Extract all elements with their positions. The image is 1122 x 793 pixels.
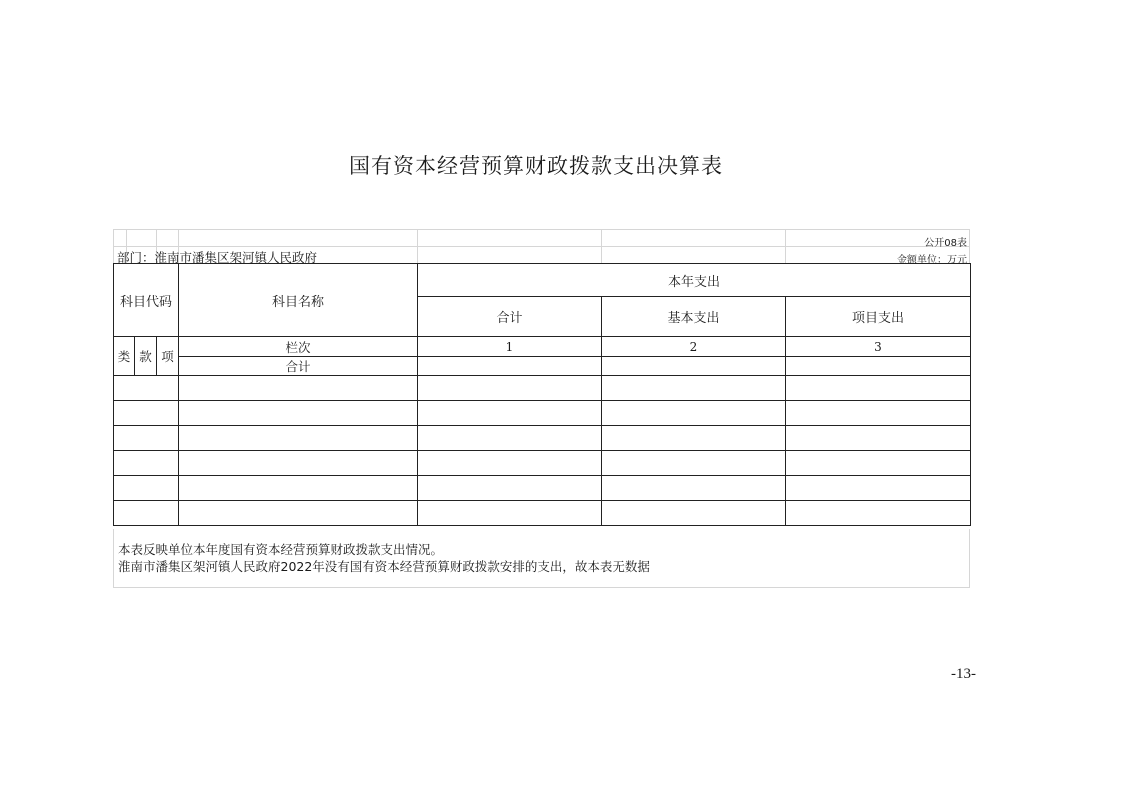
total-header: 合计 <box>418 297 602 337</box>
page-number: -13- <box>951 666 976 682</box>
column-index-label: 栏次 <box>179 337 418 357</box>
table-row <box>114 426 971 451</box>
subject-name-header: 科目名称 <box>179 264 418 337</box>
table-cell <box>602 357 786 376</box>
column-index-2: 2 <box>602 337 786 357</box>
note-line-2: 淮南市潘集区架河镇人民政府2022年没有国有资本经营预算财政拨款安排的支出，故本表无数据 <box>118 559 650 574</box>
form-number: 公开08表 <box>924 238 967 249</box>
total-row-label: 合计 <box>179 357 418 376</box>
total-row <box>114 357 971 376</box>
project-expenditure-header: 项目支出 <box>786 297 971 337</box>
column-index-1: 1 <box>418 337 602 357</box>
notes-section <box>113 529 970 588</box>
department-label: 部门：淮南市潘集区架河镇人民政府 <box>117 250 318 265</box>
column-index-3: 3 <box>786 337 971 357</box>
page-title: 国有资本经营预算财政拨款支出决算表 <box>349 154 723 178</box>
table-row <box>114 401 971 426</box>
note-line-1: 本表反映单位本年度国有资本经营预算财政拨款支出情况。 <box>118 542 444 557</box>
section-header: 款 <box>135 337 157 376</box>
basic-expenditure-header: 基本支出 <box>602 297 786 337</box>
column-index-row <box>114 337 971 357</box>
table-row <box>114 476 971 501</box>
category-header: 类 <box>114 337 135 376</box>
expenditure-table <box>113 263 971 526</box>
table-row <box>114 376 971 401</box>
table-row <box>114 501 971 526</box>
table-cell <box>418 357 602 376</box>
table-row <box>114 451 971 476</box>
current-year-expenditure-header: 本年支出 <box>418 264 971 297</box>
table-header-row <box>114 264 971 297</box>
unit-label: 金额单位：万元 <box>897 255 967 266</box>
table-cell <box>786 357 971 376</box>
item-header: 项 <box>157 337 179 376</box>
subject-code-header: 科目代码 <box>114 264 179 337</box>
